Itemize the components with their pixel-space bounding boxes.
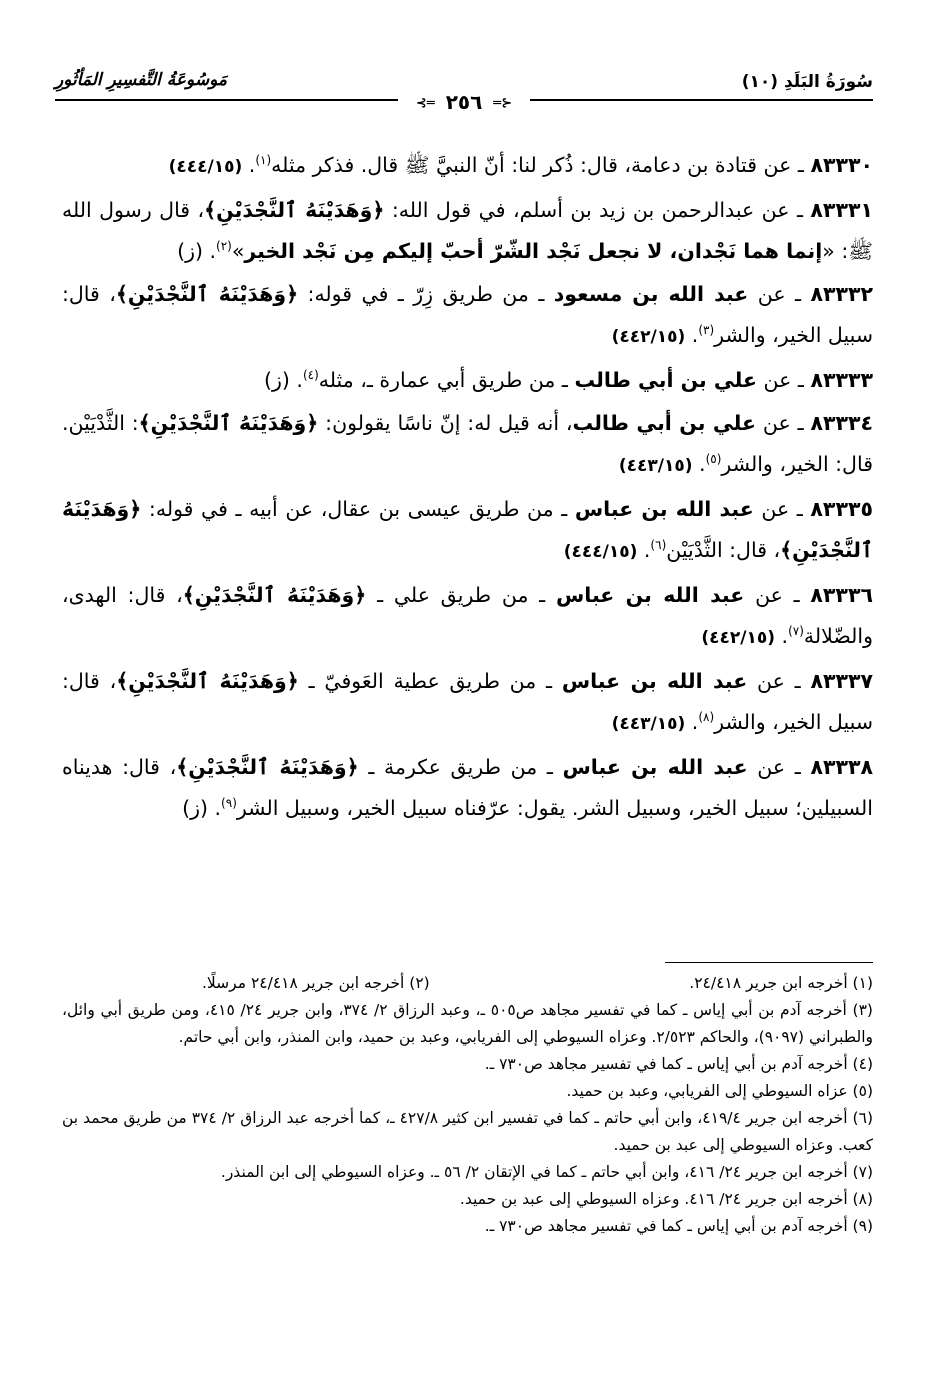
entry-text: ـ عن قتادة بن دعامة، قال: ذُكر لنا: أنّ النبيَّ ﷺ قال. فذكر مثله [271, 153, 804, 177]
volume-page-ref: (٤٤٣/١٥) [618, 456, 693, 476]
entry-text: ـ من طريق عيسى بن عقال، عن أبيه ـ في قوله: [148, 497, 568, 521]
entry-83334 [62, 403, 873, 487]
entry-tail: . (ز) [177, 239, 217, 263]
entry-tail: . (ز) [182, 796, 222, 820]
entry-text: : الثَّدْيَيْن. قال: الخير، والشر [62, 411, 873, 476]
footnote-marker[interactable]: (١) [255, 153, 272, 168]
entry-text: ، قال: الهدى، والضّلالة [62, 583, 873, 648]
entry-number: ٨٣٣٣٦ [810, 583, 873, 607]
quran-verse: ﴿وَهَدَيْنَهُ ٱلنَّجْدَيْنِ﴾ [138, 411, 319, 435]
narrator-name: عبد الله بن عباس [574, 497, 754, 521]
entry-number: ٨٣٣٣٥ [810, 497, 873, 521]
entry-text: ـ من طريق علي ـ [377, 583, 546, 607]
footnote-marker[interactable]: (٩) [221, 796, 237, 811]
entry-text: ـ من طريق أبي عمارة ـ، مثله [318, 368, 568, 392]
entry-text: ، قال: الثَّدْيَيْن [666, 538, 781, 562]
narrator-name: عبد الله بن عباس [561, 669, 748, 693]
quran-verse: ﴿وَهَدَيْنَهُ ٱلنَّجْدَيْنِ﴾ [204, 198, 385, 222]
entry-text: ـ عن [762, 411, 804, 435]
volume-page-ref: (٤٤٢/١٥) [701, 628, 776, 648]
entry-text: ـ عن [763, 368, 804, 392]
footnote-marker[interactable]: (٢) [216, 239, 232, 254]
volume-page-ref: (٤٤٢/١٥) [611, 327, 686, 347]
narrator-name: علي بن أبي طالب [574, 368, 758, 392]
quran-verse: ﴿وَهَدَيْنَهُ ٱلنَّجْدَيْنِ﴾ [176, 755, 359, 779]
entry-number: ٨٣٣٣٤ [810, 411, 874, 435]
page-header [55, 62, 873, 118]
entry-text: ، قال رسول الله ﷺ: « [62, 198, 873, 263]
entry-text: ـ من طريق زِرّ ـ في قوله: [307, 282, 545, 306]
footnote-marker[interactable]: (٤) [302, 368, 319, 383]
entry-83330 [62, 145, 873, 188]
hadith-text: إنما هما نَجْدان، لا نجعل نَجْد الشّرّ أحبّ إليكم مِن نَجْد الخير [244, 239, 823, 263]
quran-verse: ﴿وَهَدَيْنَهُ ٱلنَّجْدَيْنِ﴾ [62, 497, 873, 562]
entry-number: ٨٣٣٣٨ [810, 755, 873, 779]
entry-text: ـ عن [755, 583, 800, 607]
volume-page-ref: (٤٤٣/١٥) [611, 714, 686, 734]
narrator-name: علي بن أبي طالب [572, 411, 757, 435]
entry-tail: . [699, 452, 706, 476]
entry-number: ٨٣٣٣٣ [810, 368, 873, 392]
entry-text: ـ عن [757, 755, 801, 779]
footnote-marker[interactable]: (٥) [705, 452, 722, 467]
entry-tail: . [643, 538, 651, 562]
entry-83338 [62, 747, 873, 829]
entry-tail: . [691, 710, 699, 734]
footnote-marker[interactable]: (٧) [788, 624, 804, 639]
entry-text: ـ من طريق عطية العَوفيّ ـ [308, 669, 553, 693]
ornament-left-icon: ⊰═ [493, 96, 513, 111]
entry-text: ـ عن [757, 282, 801, 306]
quote-close: » [231, 239, 245, 263]
entry-text: ، قال: هديناه السبيلين؛ سبيل الخير، وسبيل الشر. يقول: عرّفناه سبيل الخير، وسبيل الشر [62, 755, 873, 820]
entry-text: ، قال: سبيل الخير، والشر [62, 669, 873, 734]
entry-tail: . [248, 153, 256, 177]
quran-verse: ﴿وَهَدَيْنَهُ ٱلنَّجْدَيْنِ﴾ [116, 669, 299, 693]
entry-text: ـ عن [761, 497, 803, 521]
quran-verse: ﴿وَهَدَيْنَهُ ٱلنَّجْدَيْنِ﴾ [115, 282, 299, 306]
footnote-8: (٨) أخرجه ابن جرير ٢٤/ ٤١٦. وعزاه السيوطي إلى عبد بن حميد. [459, 1190, 873, 1208]
entry-83336 [62, 575, 873, 659]
quran-verse: ﴿وَهَدَيْنَهُ ٱلنَّجْدَيْنِ﴾ [182, 583, 367, 607]
entry-83335 [62, 489, 873, 573]
page-number-box [398, 90, 530, 114]
narrator-name: عبد الله بن عباس [555, 583, 745, 607]
entry-number: ٨٣٣٣٧ [810, 669, 873, 693]
volume-page-ref: (٤٤٤/١٥) [563, 542, 638, 562]
footnote-3: (٣) أخرجه آدم بن أبي إياس ـ كما في تفسير مجاهد ص٥٠٥ ـ، وعبد الرزاق ٢/ ٣٧٤، وابن جرير ٢٤/ ٤١٥، ومن طريق أبي وائل، والطبراني (٩٠٩٧)، والحاكم ٢/٥٢٣. وعزاه السيوطي إلى الفريابي، وعبد بن حميد، وابن المنذر، وابن أبي حاتم. [62, 1001, 873, 1046]
page-number: ٢٥٦ [445, 90, 483, 114]
footnote-marker[interactable]: (٣) [698, 323, 715, 338]
ornament-right-icon: ═⊱ [415, 96, 435, 111]
entry-text: ـ عن عبدالرحمن بن زيد بن أسلم، في قول الله: [391, 198, 803, 222]
footnote-marker[interactable]: (٦) [650, 538, 667, 553]
entry-text: ـ عن [757, 669, 801, 693]
footnote-separator [665, 962, 873, 963]
entry-text: ـ من طريق عكرمة ـ [368, 755, 553, 779]
entry-83337 [62, 661, 873, 745]
footnote-4: (٤) أخرجه آدم بن أبي إياس ـ كما في تفسير مجاهد ص٧٣٠ ـ. [484, 1055, 873, 1073]
footnote-7: (٧) أخرجه ابن جرير ٢٤/ ٤١٦، وابن أبي حاتم ـ كما في الإتقان ٢/ ٥٦ ـ. وعزاه السيوطي إلى ابن المنذر. [220, 1163, 873, 1181]
main-text [62, 145, 873, 831]
narrator-name: عبد الله بن مسعود [553, 282, 749, 306]
entry-tail: . (ز) [264, 368, 303, 392]
entry-text: ، قال: سبيل الخير، والشر [62, 282, 873, 347]
entry-83331 [62, 190, 873, 272]
entry-number: ٨٣٣٣٠ [810, 153, 873, 177]
volume-page-ref: (٤٤٤/١٥) [168, 157, 243, 177]
entry-number: ٨٣٣٣٢ [810, 282, 873, 306]
narrator-name: عبد الله بن عباس [562, 755, 748, 779]
footnote-6: (٦) أخرجه ابن جرير ٤١٩/٤، وابن أبي حاتم ـ كما في تفسير ابن كثير ٤٢٧/٨ ـ، كما أخرجه عبد الرزاق ٢/ ٣٧٤ من طريق محمد بن كعب. وعزاه السيوطي إلى عبد بن حميد. [62, 1109, 873, 1154]
entry-83333 [62, 360, 873, 401]
entry-83332 [62, 274, 873, 358]
entry-tail: . [781, 624, 789, 648]
footnote-5: (٥) عزاه السيوطي إلى الفريابي، وعبد بن حميد. [566, 1082, 873, 1100]
footnotes [62, 970, 873, 1240]
footnote-2: (٢) أخرجه ابن جرير ٢٤/٤١٨ مرسلًا. [202, 974, 430, 992]
entry-text: ، أنه قيل له: إنّ ناسًا يقولون: [325, 411, 573, 435]
footnote-row-1-2 [62, 970, 873, 997]
entry-tail: . [691, 323, 699, 347]
footnote-9: (٩) أخرجه آدم بن أبي إياس ـ كما في تفسير مجاهد ص٧٣٠ ـ. [484, 1217, 873, 1235]
book-title: مَوسُوعَةُ التَّفسِيرِ المَأثُورِ [55, 70, 227, 90]
entry-number: ٨٣٣٣١ [810, 198, 873, 222]
footnote-marker[interactable]: (٨) [698, 710, 715, 725]
footnote-1: (١) أخرجه ابن جرير ٢٤/٤١٨. [689, 974, 873, 992]
surah-title: سُورَةُ البَلَدِ (١٠) [741, 72, 873, 92]
